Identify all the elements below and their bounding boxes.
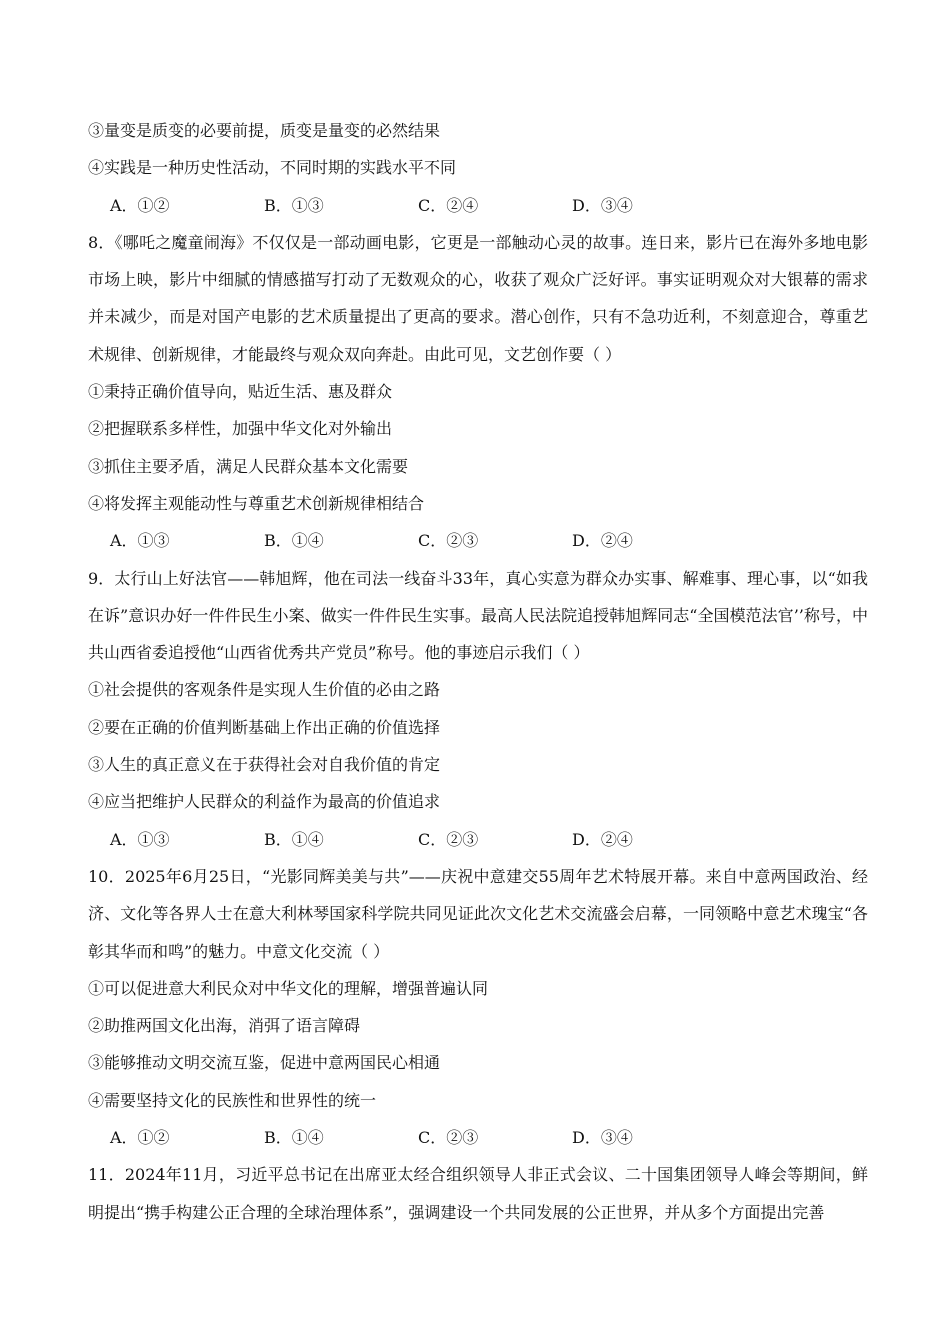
q8-options [88,522,868,559]
q9-stem: 9．太行山上好法官——韩旭辉，他在司法一线奋斗33年，真心实意为群众办实事、解难事、理心事，以“如我在诉”意识办好一件件民生小案、做实一件件民生实事。最高人民法院追授韩旭辉同志“全国模范法官’’称号，中共山西省委追授他“山西省优秀共产党员”称号。他的事迹启示我们（ ） [88,568,868,663]
question-11-block [88,1156,868,1231]
q8-option-b[interactable]: B．①④ [264,531,324,551]
q8-option-a[interactable]: A．①③ [110,531,170,551]
q8-stem: 8．《哪吒之魔童闹海》不仅仅是一部动画电影，它更是一部触动心灵的故事。连日来，影片已在海外多地电影市场上映，影片中细腻的情感描写打动了无数观众的心，收获了观众广泛好评。事实证明观众对大银幕的需求并未减少，而是对国产电影的艺术质量提出了更高的要求。潜心创作，只有不急功近利，不刻意迎合，尊重艺术规律、创新规律，才能最终与观众双向奔赴。由此可见，文艺创作要（ ） [88,232,868,364]
q10-item-1: ①可以促进意大利民众对中华文化的理解，增强普遍认同 [88,978,489,998]
q9-item-3: ③人生的真正意义在于获得社会对自我价值的肯定 [88,755,441,775]
q8-item-2: ②把握联系多样性，加强中华文化对外输出 [88,419,393,439]
q7-item-4: ④实践是一种历史性活动，不同时期的实践水平不同 [88,158,457,178]
q7-option-a[interactable]: A．①② [110,195,170,215]
exam-page [88,112,868,1231]
q10-stem: 10．2025年6月25日，“光影同辉美美与共”——庆祝中意建交55周年艺术特展开幕。来自中意两国政治、经济、文化等各界人士在意大利林琴国家科学院共同见证此次文化艺术交流盛会启幕，一同领略中意艺术瑰宝“各彰其华而和鸣”的魅力。中意文化交流（ ） [88,866,868,961]
q7-option-c[interactable]: C．②④ [418,195,479,215]
question-8-block [88,224,868,560]
q7-item-3: ③量变是质变的必要前提，质变是量变的必然结果 [88,121,441,140]
q8-option-d[interactable]: D．②④ [572,531,633,551]
q10-option-a[interactable]: A．①② [110,1128,170,1148]
question-10-block [88,858,868,1156]
q8-item-3: ③抓住主要矛盾，满足人民群众基本文化需要 [88,456,409,476]
q8-item-1: ①秉持正确价值导向，贴近生活、惠及群众 [88,382,393,402]
q7-option-b[interactable]: B．①③ [264,195,324,215]
question-9-block [88,560,868,858]
q10-option-c[interactable]: C．②③ [418,1128,479,1148]
q7-option-d[interactable]: D．③④ [572,195,633,215]
q9-option-a[interactable]: A．①③ [110,829,170,849]
q9-item-2: ②要在正确的价值判断基础上作出正确的价值选择 [88,717,441,737]
q8-option-c[interactable]: C．②③ [418,531,479,551]
q10-option-d[interactable]: D．③④ [572,1128,633,1148]
q10-options [88,1119,868,1156]
q9-option-c[interactable]: C．②③ [418,829,479,849]
q11-stem: 11．2024年11月，习近平总书记在出席亚太经合组织领导人非正式会议、二十国集团领导人峰会等期间，鲜明提出“携手构建公正合理的全球治理体系”，强调建设一个共同发展的公正世界，并从多个方面提出完善 [88,1165,868,1222]
q9-options [88,821,868,858]
q9-item-1: ①社会提供的客观条件是实现人生价值的必由之路 [88,680,441,700]
question-7-block [88,112,868,224]
q7-options [88,187,868,224]
q10-item-4: ④需要坚持文化的民族性和世界性的统一 [88,1090,377,1110]
q10-option-b[interactable]: B．①④ [264,1128,324,1148]
q9-option-b[interactable]: B．①④ [264,829,324,849]
q8-item-4: ④将发挥主观能动性与尊重艺术创新规律相结合 [88,493,425,513]
q9-item-4: ④应当把维护人民群众的利益作为最高的价值追求 [88,792,441,812]
q9-option-d[interactable]: D．②④ [572,829,633,849]
q10-item-2: ②助推两国文化出海，消弭了语言障碍 [88,1016,361,1036]
q10-item-3: ③能够推动文明交流互鉴，促进中意两国民心相通 [88,1053,441,1073]
